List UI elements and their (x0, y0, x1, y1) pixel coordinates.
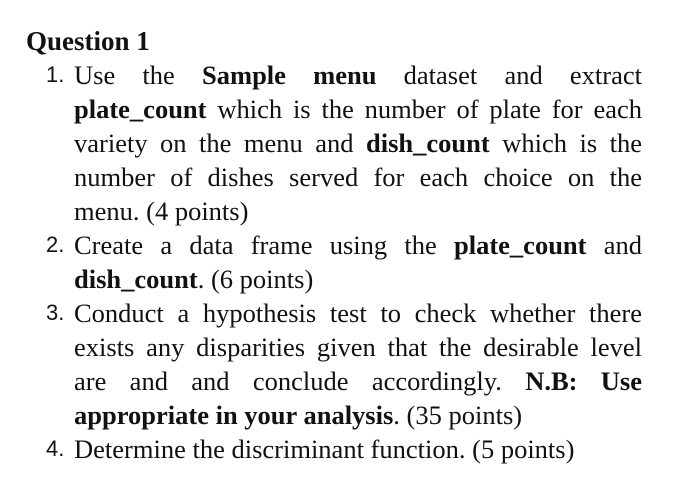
item-text-bold: dish_count (74, 264, 198, 294)
item-text: and (586, 230, 642, 260)
item-text-bold: plate_count (454, 230, 587, 260)
item-text: . (35 points) (393, 400, 523, 430)
item-text-bold: N.B: Use appropriate in your analysis (74, 366, 642, 430)
question-title: Question 1 (26, 26, 150, 56)
item-text: Create a data frame using the (74, 230, 454, 260)
item-text: Use the (74, 60, 202, 90)
question-document (26, 24, 642, 466)
question-item-list (26, 58, 642, 466)
item-number: 4. (46, 436, 65, 461)
item-text-bold: Sample menu (202, 60, 377, 90)
item-number: 3. (46, 300, 65, 325)
item-text-bold: plate_count (74, 94, 207, 124)
item-text: which is the number of dishes served for each choice on the menu. (4 points) (74, 128, 642, 226)
item-text: . (6 points) (197, 264, 314, 294)
item-text: Determine the discriminant function. (5 points) (74, 434, 575, 464)
question-item-3 (26, 296, 642, 432)
item-text: which is the number of plate for each variety on the menu and (74, 94, 642, 158)
item-number: 2. (46, 232, 65, 257)
question-item-4 (26, 432, 642, 466)
item-text: dataset and extract (376, 60, 642, 90)
item-number: 1. (46, 62, 65, 87)
question-item-1 (26, 58, 642, 228)
question-item-2 (26, 228, 642, 296)
item-text-bold: dish_count (366, 128, 490, 158)
item-text: Conduct a hypothesis test to check whether there exists any disparities given that the desirable level are and and conclude accordingly. (74, 298, 642, 396)
